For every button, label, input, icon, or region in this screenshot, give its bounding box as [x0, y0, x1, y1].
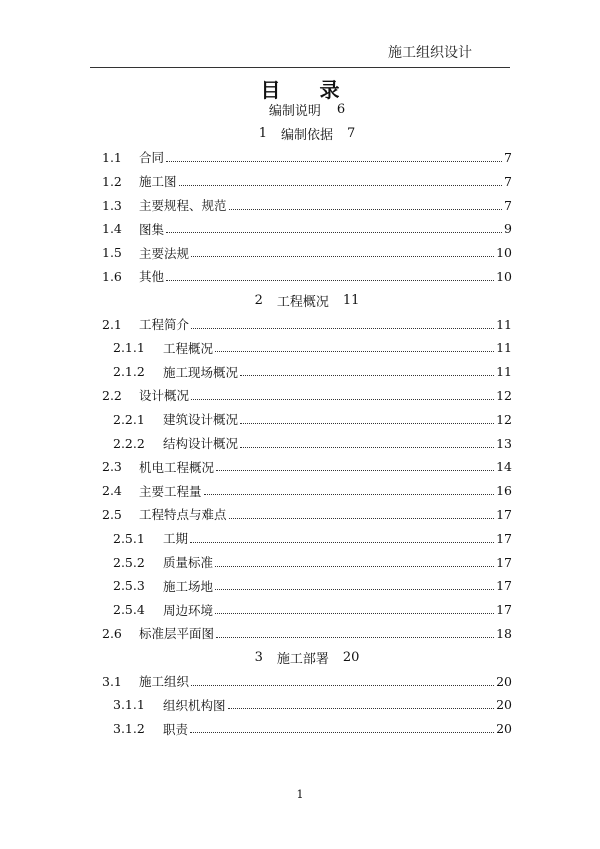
toc-intro-heading[interactable]	[102, 98, 512, 122]
entry-number: 2.5	[102, 506, 122, 522]
toc-entry[interactable]	[102, 431, 512, 455]
toc-entry[interactable]	[102, 241, 512, 265]
entry-number: 1.5	[102, 245, 122, 261]
entry-number: 1.3	[102, 197, 122, 213]
dot-leader	[204, 494, 495, 495]
toc-entry[interactable]	[102, 574, 512, 598]
entry-number: 2.2.1	[113, 411, 145, 427]
toc-entry[interactable]	[102, 312, 512, 336]
entry-number: 1.6	[102, 268, 122, 284]
entry-page: 17	[496, 530, 512, 546]
dot-leader	[190, 732, 494, 733]
dot-leader	[240, 447, 494, 448]
section-page: 20	[342, 649, 360, 665]
entry-page: 9	[504, 221, 512, 237]
entry-number: 1.2	[102, 173, 122, 189]
toc-entry[interactable]	[102, 336, 512, 360]
section-number: 2	[254, 292, 263, 308]
dot-leader	[179, 185, 502, 186]
dot-leader	[166, 161, 502, 162]
toc-entry[interactable]	[102, 669, 512, 693]
section-page: 7	[347, 126, 356, 142]
intro-label: 编制说明	[268, 104, 321, 120]
entry-number: 2.1	[102, 316, 122, 332]
toc-entry[interactable]	[102, 146, 512, 170]
dot-leader	[215, 613, 494, 614]
entry-number: 2.2	[102, 387, 122, 403]
entry-label: 施工图	[139, 174, 177, 190]
dot-leader	[216, 470, 494, 471]
toc-entry[interactable]	[102, 193, 512, 217]
toc-entry[interactable]	[102, 479, 512, 503]
toc-entry[interactable]	[102, 622, 512, 646]
entry-page: 20	[496, 673, 512, 689]
dot-leader	[216, 637, 494, 638]
section-label: 工程概况	[276, 294, 329, 310]
entry-label: 工程特点与难点	[139, 507, 227, 523]
entry-number: 3.1.1	[113, 697, 145, 713]
dot-leader	[166, 280, 494, 281]
section-page: 11	[342, 292, 360, 308]
dot-leader	[191, 399, 494, 400]
page-number: 1	[296, 788, 304, 801]
toc-entry[interactable]	[102, 217, 512, 241]
entry-page: 14	[496, 459, 512, 475]
entry-page: 20	[496, 721, 512, 737]
entry-page: 17	[496, 506, 512, 522]
entry-number: 2.5.2	[113, 554, 145, 570]
header-title: 施工组织设计	[388, 45, 472, 61]
entry-page: 11	[496, 364, 512, 380]
toc-section-heading[interactable]	[102, 645, 512, 669]
entry-number: 1.4	[102, 221, 122, 237]
toc-entry[interactable]	[102, 455, 512, 479]
entry-number: 2.1.1	[113, 340, 145, 356]
dot-leader	[166, 232, 502, 233]
toc-entry[interactable]	[102, 169, 512, 193]
entry-number: 1.1	[102, 149, 122, 165]
entry-page: 10	[496, 268, 512, 284]
toc-entry[interactable]	[102, 550, 512, 574]
entry-label: 工期	[163, 531, 189, 547]
toc-entry[interactable]	[102, 598, 512, 622]
entry-label: 设计概况	[139, 388, 190, 404]
toc-entry[interactable]	[102, 717, 512, 741]
entry-page: 12	[496, 387, 512, 403]
toc-entry[interactable]	[102, 526, 512, 550]
entry-number: 2.4	[102, 483, 122, 499]
entry-label: 主要规程、规范	[139, 198, 227, 214]
dot-leader	[229, 518, 495, 519]
entry-label: 结构设计概况	[163, 436, 239, 452]
dot-leader	[240, 375, 494, 376]
entry-page: 16	[496, 483, 512, 499]
dot-leader	[228, 708, 495, 709]
entry-page: 10	[496, 245, 512, 261]
entry-number: 2.5.1	[113, 530, 145, 546]
toc-section-heading[interactable]	[102, 122, 512, 146]
entry-page: 12	[496, 411, 512, 427]
toc-entry[interactable]	[102, 265, 512, 289]
entry-page: 11	[496, 340, 512, 356]
section-number: 3	[254, 649, 263, 665]
entry-page: 18	[496, 625, 512, 641]
entry-page: 7	[504, 173, 512, 189]
entry-label: 施工场地	[163, 578, 214, 594]
entry-label: 合同	[139, 150, 165, 166]
entry-label: 图集	[139, 221, 165, 237]
entry-label: 周边环境	[163, 602, 214, 618]
entry-page: 20	[496, 697, 512, 713]
entry-number: 2.3	[102, 459, 122, 475]
entry-page: 17	[496, 602, 512, 618]
entry-number: 2.5.4	[113, 602, 145, 618]
toc-entry[interactable]	[102, 360, 512, 384]
entry-label: 机电工程概况	[139, 459, 215, 475]
dot-leader	[191, 256, 494, 257]
dot-leader	[229, 209, 502, 210]
toc-entry[interactable]	[102, 693, 512, 717]
entry-label: 组织机构图	[163, 697, 226, 713]
intro-page: 6	[336, 102, 346, 118]
toc-entry[interactable]	[102, 407, 512, 431]
entry-label: 其他	[139, 269, 165, 285]
entry-page: 13	[496, 435, 512, 451]
dot-leader	[190, 542, 494, 543]
entry-page: 17	[496, 578, 512, 594]
entry-label: 工程简介	[139, 317, 190, 333]
section-number: 1	[258, 126, 267, 142]
entry-number: 2.1.2	[113, 364, 145, 380]
entry-label: 工程概况	[163, 340, 214, 356]
dot-leader	[191, 328, 494, 329]
dot-leader	[215, 566, 494, 567]
dot-leader	[215, 351, 494, 352]
section-label: 编制依据	[280, 128, 333, 144]
toc-entry[interactable]	[102, 503, 512, 527]
entry-label: 施工组织	[139, 674, 190, 690]
entry-page: 7	[504, 197, 512, 213]
dot-leader	[215, 589, 494, 590]
entry-number: 2.2.2	[113, 435, 145, 451]
entry-number: 3.1.2	[113, 721, 145, 737]
entry-number: 2.6	[102, 625, 122, 641]
entry-number: 3.1	[102, 673, 122, 689]
entry-label: 主要工程量	[139, 483, 202, 499]
toc-entry[interactable]	[102, 384, 512, 408]
table-of-contents	[102, 98, 512, 741]
entry-label: 建筑设计概况	[163, 412, 239, 428]
dot-leader	[191, 685, 494, 686]
entry-label: 主要法规	[139, 245, 190, 261]
entry-page: 11	[496, 316, 512, 332]
entry-label: 质量标准	[163, 555, 214, 571]
toc-section-heading[interactable]	[102, 288, 512, 312]
toc-title: 目 录	[260, 78, 356, 102]
entry-page: 7	[504, 149, 512, 165]
page-header	[90, 40, 510, 68]
section-label: 施工部署	[276, 651, 329, 667]
dot-leader	[240, 423, 494, 424]
entry-label: 施工现场概况	[163, 364, 239, 380]
entry-label: 标准层平面图	[139, 626, 215, 642]
entry-page: 17	[496, 554, 512, 570]
entry-label: 职责	[163, 721, 189, 737]
entry-number: 2.5.3	[113, 578, 145, 594]
